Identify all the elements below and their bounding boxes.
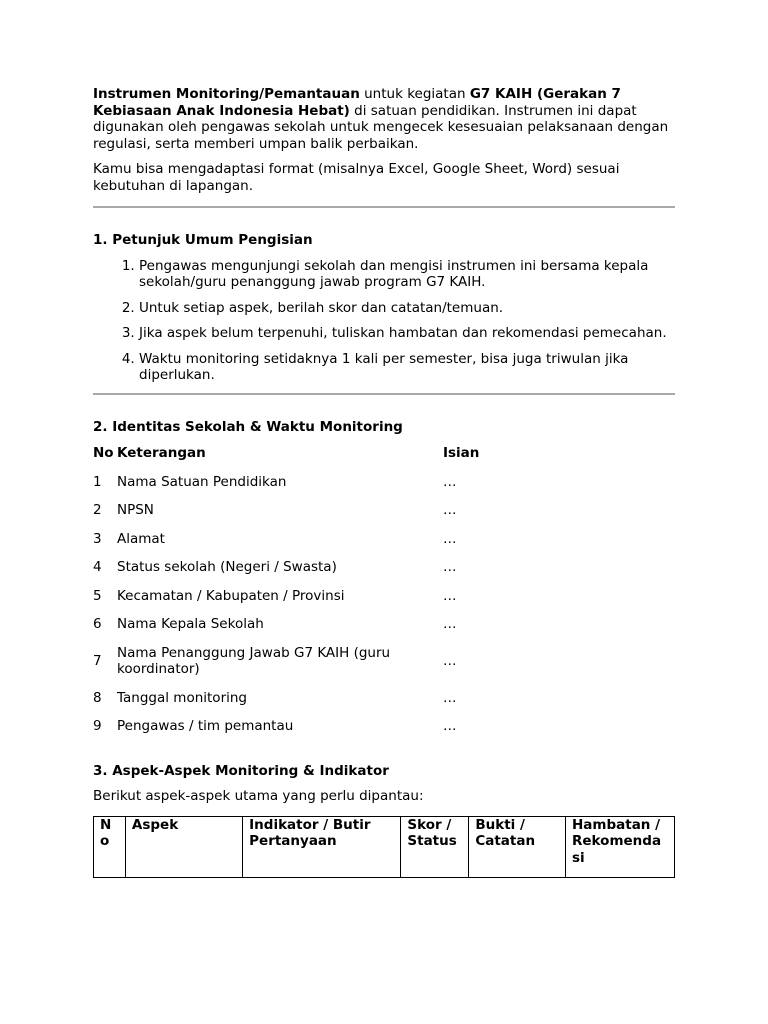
- row-label: Tanggal monitoring: [117, 689, 247, 706]
- column-header-indikator: Indikator / Butir Pertanyaan: [243, 816, 401, 877]
- table-row: [93, 531, 485, 560]
- intro-bold-title: Instrumen Monitoring/Pemantauan: [93, 86, 360, 102]
- row-value: …: [443, 587, 457, 604]
- table-header-row: [93, 445, 485, 474]
- list-item: 4. Waktu monitoring setidaknya 1 kali per semester, bisa juga triwulan jika diperlukan.: [139, 351, 675, 384]
- section-title-aspek: 3. Aspek-Aspek Monitoring & Indikator: [93, 762, 389, 779]
- row-label: Pengawas / tim pemantau: [117, 718, 294, 734]
- aspect-table: [93, 816, 675, 878]
- intro-bold-program: G7 KAIH (Gerakan 7 Kebiasaan Anak Indonesia Hebat): [93, 86, 621, 119]
- list-item: 3. Jika aspek belum terpenuhi, tuliskan hambatan dan rekomendasi pemecahan.: [139, 325, 675, 342]
- row-number: 1: [93, 473, 102, 490]
- table-row: [93, 718, 485, 747]
- column-header-hambatan: Hambatan / Rekomendasi: [566, 816, 675, 877]
- column-header-bukti: Bukti / Catatan: [469, 816, 566, 877]
- row-value: …: [443, 718, 457, 734]
- table-row: [93, 616, 485, 645]
- intro-text: untuk kegiatan: [359, 86, 470, 102]
- identity-table: [93, 445, 485, 747]
- column-header-isian: Isian: [443, 445, 480, 461]
- intro-paragraph: [93, 86, 675, 152]
- column-header-skor: Skor / Status: [401, 816, 469, 877]
- row-value: …: [443, 616, 457, 632]
- list-item: 1. Pengawas mengunjungi sekolah dan mengisi instrumen ini bersama kepala sekolah/guru penanggung jawab program G7 KAIH.: [139, 258, 675, 291]
- column-header-keterangan: Keterangan: [117, 445, 206, 461]
- divider: [93, 206, 675, 208]
- divider: [93, 393, 675, 395]
- table-row: [93, 645, 485, 690]
- column-header-no: No: [93, 445, 114, 461]
- instruction-list: [93, 258, 675, 384]
- intro-text-rest: di satuan pendidikan. Instrumen ini dapat digunakan oleh pengawas sekolah untuk mengecek kesesuaian pelaksanaan dengan regulasi, serta memberi umpan balik perbaikan.: [93, 102, 669, 152]
- row-value: …: [443, 689, 457, 706]
- table-row: [93, 559, 485, 588]
- column-header-aspek: Aspek: [125, 816, 242, 877]
- row-value: …: [443, 530, 457, 547]
- row-label: Nama Kepala Sekolah: [117, 616, 264, 632]
- row-number: 2: [93, 502, 102, 518]
- row-value: …: [443, 502, 457, 518]
- section3-intro: Berikut aspek-aspek utama yang perlu dipantau:: [93, 788, 424, 804]
- row-number: 3: [93, 530, 102, 547]
- section-title-identitas: 2. Identitas Sekolah & Waktu Monitoring: [93, 418, 403, 435]
- row-label: Alamat: [117, 530, 165, 547]
- row-number: 8: [93, 689, 102, 706]
- table-row: [93, 502, 485, 531]
- row-number: 4: [93, 559, 102, 575]
- table-row: [93, 474, 485, 503]
- section-title-petunjuk: 1. Petunjuk Umum Pengisian: [93, 232, 313, 248]
- row-value: …: [443, 473, 457, 490]
- row-label: NPSN: [117, 502, 154, 518]
- row-number: 7: [93, 652, 102, 669]
- intro-adapt-paragraph: Kamu bisa mengadaptasi format (misalnya Excel, Google Sheet, Word) sesuai kebutuhan di lapangan.: [93, 161, 620, 194]
- row-value: …: [443, 652, 457, 669]
- row-label: Nama Satuan Pendidikan: [117, 473, 287, 490]
- column-header-no: No: [94, 816, 126, 877]
- row-label: Nama Penanggung Jawab G7 KAIH (guru koordinator): [117, 644, 391, 677]
- table-row: [93, 588, 485, 617]
- row-value: …: [443, 559, 457, 575]
- document-page: [93, 86, 675, 878]
- row-label: Status sekolah (Negeri / Swasta): [117, 559, 337, 575]
- row-number: 6: [93, 616, 102, 632]
- row-label: Kecamatan / Kabupaten / Provinsi: [117, 587, 345, 604]
- table-header-row: [94, 816, 675, 877]
- row-number: 9: [93, 718, 102, 734]
- list-item: 2. Untuk setiap aspek, berilah skor dan catatan/temuan.: [139, 300, 675, 317]
- row-number: 5: [93, 587, 102, 604]
- table-row: [93, 690, 485, 719]
